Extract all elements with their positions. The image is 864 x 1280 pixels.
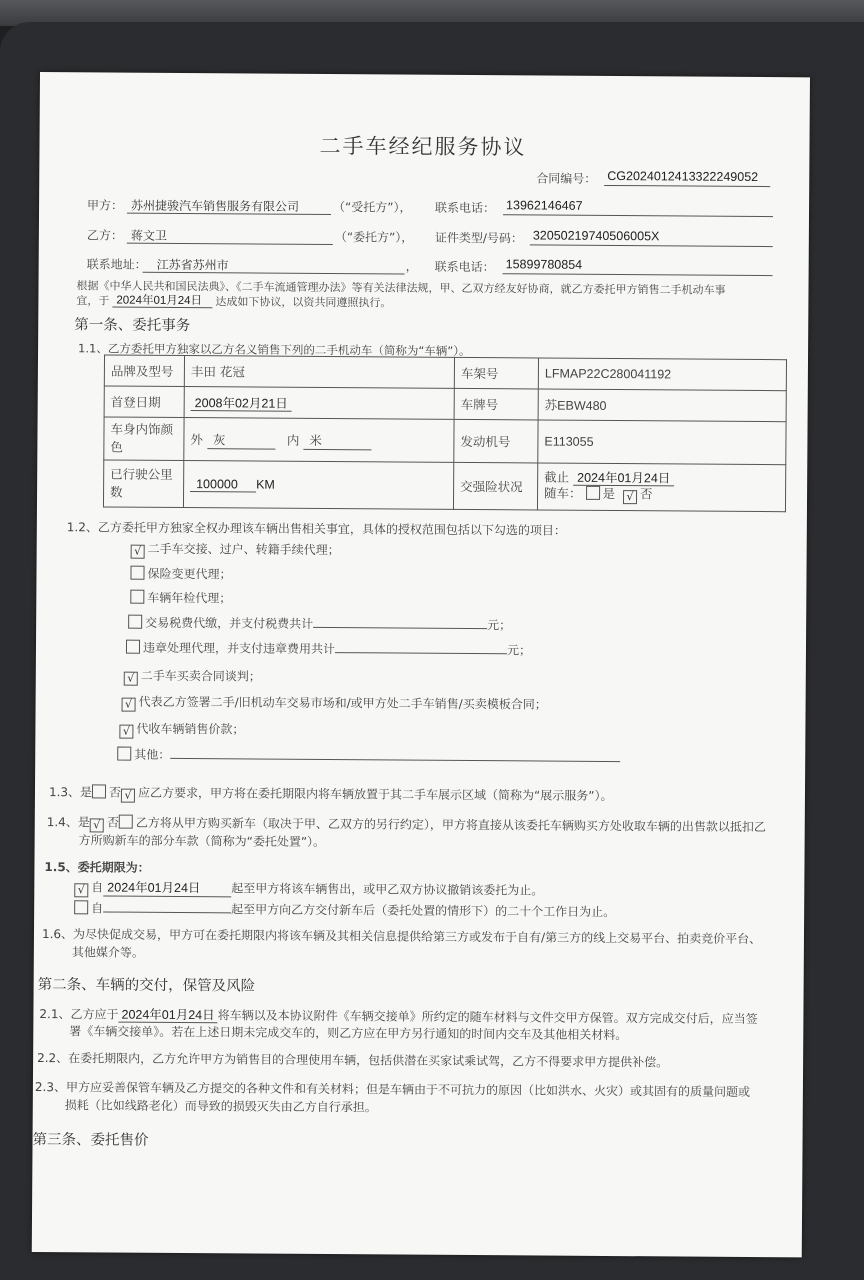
tax-amount-blank [313, 615, 487, 629]
vehicle-table [103, 354, 787, 512]
option-row-3 [128, 614, 511, 634]
reg-date-label: 首登日期 [104, 386, 184, 418]
ext-color-value: 灰 [207, 430, 275, 449]
clause-2-3-line1: 2.3、甲方应妥善保管车辆及乙方提交的各种文件和有关材料；但是车辆由于不可抗力的原因（比如洪水、火灾）或其固有的质量问题或 [34, 1079, 751, 1099]
clause-2-1-date: 2024年01月24日 [118, 1008, 217, 1024]
option-row-6 [122, 693, 547, 715]
insurance-no-label: 否 [640, 486, 653, 502]
checkbox-term-2[interactable] [74, 900, 88, 914]
option-checkbox[interactable]: √ [131, 545, 145, 559]
clause-1-4-text: 乙方将从甲方购买新车（取决于甲、乙双方的另行约定），甲方将直接从该委托车辆购买方处收取车辆的出售款以抵扣乙 [135, 815, 766, 835]
clause-1-3-no-label: 否 [109, 785, 122, 800]
checkbox-1-3-no[interactable]: √ [121, 789, 135, 803]
contract-no-label: 合同编号： [536, 171, 597, 186]
option-label: 二手车交接、过户、转籍手续代理； [147, 541, 340, 558]
option-tail: 元； [506, 643, 532, 658]
address: 江苏省苏州市 [156, 257, 229, 273]
mileage-value: 100000 [190, 477, 256, 492]
party-a-phone-label: 联系电话： [435, 200, 496, 216]
clause-1-4-line2: 方所购新车的部分车款（简称为“委托处置”）。 [78, 833, 326, 850]
clause-1-3-text: 应乙方要求，甲方将在委托期限内将车辆放置于其二手车展示区域（简称为“展示服务”）。 [138, 785, 613, 804]
option-tail: 元； [487, 618, 512, 633]
option-checkbox[interactable]: √ [119, 725, 133, 739]
option-label: 交易税费代缴，并支付税费共计 [145, 615, 314, 631]
option-label: 违章处理代理，并支付违章费用共计 [142, 640, 336, 657]
party-a-phone: 13962146467 [506, 198, 583, 213]
term-1-text: 起至甲方将该车辆售出，或甲乙双方协议撤销该委托为止。 [231, 881, 544, 898]
option-row-4 [126, 639, 531, 659]
clause-1-1: 1.1、乙方委托甲方独家以乙方名义销售下列的二手机动车（简称为“车辆”）。 [78, 341, 471, 359]
option-row-7 [119, 720, 244, 740]
clause-1-2: 1.2、乙方委托甲方独家全权办理该车辆出售相关事宜，具体的授权范围包括以下勾选的项目： [66, 520, 566, 538]
table-row [104, 386, 786, 422]
clause-1-6-line1: 1.6、为尽快促成交易，甲方可在委托期限内将该车辆及其相关信息提供给第三方或发布于自有/第三方的线上交易平台、拍卖竞价平台、 [41, 927, 762, 947]
party-a-role: （“受托方”）， [333, 200, 412, 215]
term-2-from: 自 [91, 901, 104, 916]
option-checkbox[interactable]: √ [122, 698, 136, 712]
reg-date-value: 2008年02月21日 [191, 396, 292, 412]
article-1-heading: 第一条、委托事务 [74, 317, 191, 335]
article-2-heading: 第二条、车辆的交付，保管及风险 [37, 977, 256, 995]
table-row [104, 417, 786, 465]
option-checkbox[interactable] [117, 747, 131, 761]
term-2-text: 起至甲方向乙方交付新车后（委托处置的情形下）的二十个工作日为止。 [231, 902, 616, 920]
party-b-label: 乙方： [86, 228, 123, 243]
int-color-label: 内 [286, 432, 300, 448]
option-label: 二手车买卖合同谈判； [140, 668, 261, 684]
preamble-date: 2024年01月24日 [116, 294, 203, 308]
id-label: 证件类型/号码： [434, 230, 523, 246]
option-row-2 [130, 589, 231, 607]
color-cell [184, 418, 454, 463]
option-checkbox[interactable] [130, 566, 144, 580]
brand-label: 品牌及型号 [104, 355, 184, 387]
insurance-yes-label: 是 [602, 485, 616, 502]
clause-1-3 [49, 783, 613, 806]
insurance-deadline: 2024年01月24日 [573, 471, 674, 487]
plate-value: 苏EBW480 [538, 389, 786, 422]
clause-2-1-post: 将车辆以及本协议附件《车辆交接单》所约定的随车材料与文件交甲方保管。双方完成交付后，应当签 [217, 1008, 758, 1027]
checkbox-1-4-no[interactable] [119, 815, 133, 829]
clause-1-6-line2: 其他媒介等。 [71, 945, 144, 960]
clause-1-4-no-label: 否 [106, 815, 119, 830]
table-row [103, 460, 785, 512]
preamble-line2-pre: 宜，于 [76, 294, 110, 308]
clause-1-5-label: 1.5、委托期限为： [44, 860, 150, 875]
option-row-0 [131, 540, 340, 560]
vin-value: LFMAP22C280041192 [538, 358, 786, 391]
mileage-cell [183, 461, 453, 510]
insurance-with-car-label: 随车： [544, 485, 582, 501]
option-label: 代收车辆销售价款； [136, 721, 245, 737]
party-b-phone: 15899780854 [505, 257, 583, 272]
party-b-phone-label: 联系电话： [434, 259, 495, 275]
reg-date-cell [184, 387, 454, 420]
ext-color-label: 外 [190, 431, 204, 447]
address-end: ， [405, 259, 418, 274]
option-label: 其他： [134, 747, 171, 762]
int-color-value: 米 [303, 430, 371, 449]
color-label: 车身内饰颜色 [104, 417, 184, 461]
engine-value: E113055 [538, 420, 786, 465]
other-blank [170, 746, 620, 762]
clause-2-1-line2: 署《车辆交接单》。若在上述日期未完成交车的，则乙方应在甲方另行通知的时间内交车及其他相关材料。 [69, 1024, 628, 1043]
vin-label: 车架号 [454, 357, 538, 389]
option-checkbox[interactable] [128, 615, 142, 629]
insurance-deadline-label: 截止 [544, 469, 570, 485]
clause-2-1-pre: 2.1、乙方应于 [39, 1007, 119, 1022]
document-title: 二手车经纪服务协议 [319, 133, 527, 160]
term-1-date: 2024年01月24日 [103, 877, 231, 897]
option-row-1 [130, 565, 231, 583]
engine-label: 发动机号 [454, 419, 538, 463]
checkbox-1-3-yes[interactable] [92, 784, 106, 798]
clause-2-2: 2.2、在委托期限内，乙方允许甲方为销售目的合理使用车辆，包括供潜在买家试乘试驾，乙方不得要求甲方提供补偿。 [37, 1051, 669, 1070]
option-row-5 [124, 667, 261, 687]
term-row-1 [74, 877, 543, 900]
clause-2-3-line2: 损耗（比如线路老化）而导致的损毁灭失由乙方自行承担。 [64, 1098, 377, 1115]
insurance-label: 交强险状况 [453, 462, 537, 510]
option-checkbox[interactable] [130, 590, 144, 604]
party-b-name: 蒋文卫 [130, 228, 167, 243]
checkbox-insurance-no[interactable]: √ [623, 490, 637, 504]
option-row-8 [117, 746, 620, 767]
option-label: 代表乙方签署二手/旧机动车交易市场和/或甲方处二手车销售/买卖模板合同； [138, 694, 547, 712]
term-1-from: 自 [91, 880, 104, 895]
party-b-id: 32050219740506005X [532, 228, 660, 244]
table-row [104, 355, 786, 391]
insurance-cell [537, 463, 785, 512]
violation-amount-blank [335, 640, 507, 654]
option-checkbox[interactable] [126, 640, 140, 654]
address-label: 联系地址： [86, 257, 147, 272]
option-label: 车辆年检代理； [147, 590, 232, 606]
checkbox-1-4-yes[interactable]: √ [90, 818, 104, 832]
preamble-line1: 根据《中华人民共和国民法典》、《二手车流通管理办法》等有关法律法规，甲、乙双方经友好协商，就乙方委托甲方销售二手机动车事 [76, 279, 726, 297]
clause-1-4-yes-label: 1.4、是 [46, 815, 90, 830]
term-row-2 [74, 899, 615, 920]
term-2-blank [103, 899, 231, 913]
party-b-role: （“委托方”）， [334, 230, 414, 245]
contract-no: CG2024012413322249052 [607, 168, 759, 185]
checkbox-insurance-yes[interactable] [586, 486, 600, 500]
contract-page [32, 72, 810, 1257]
option-label: 保险变更代理； [147, 566, 232, 582]
party-a-label: 甲方： [87, 198, 124, 213]
mileage-unit: KM [256, 477, 275, 492]
brand-value: 丰田 花冠 [184, 356, 454, 389]
party-a-name: 苏州捷骏汽车销售服务有限公司 [131, 198, 300, 214]
clause-1-3-yes-label: 1.3、是 [48, 785, 93, 800]
plate-label: 车牌号 [454, 388, 538, 420]
article-3-heading: 第三条、委托售价 [32, 1131, 149, 1149]
option-checkbox[interactable]: √ [124, 672, 138, 686]
mileage-label: 已行驶公里数 [103, 460, 183, 508]
checkbox-term-1[interactable]: √ [74, 883, 88, 897]
preamble-line2-post: 达成如下协议，以资共同遵照执行。 [215, 295, 392, 310]
